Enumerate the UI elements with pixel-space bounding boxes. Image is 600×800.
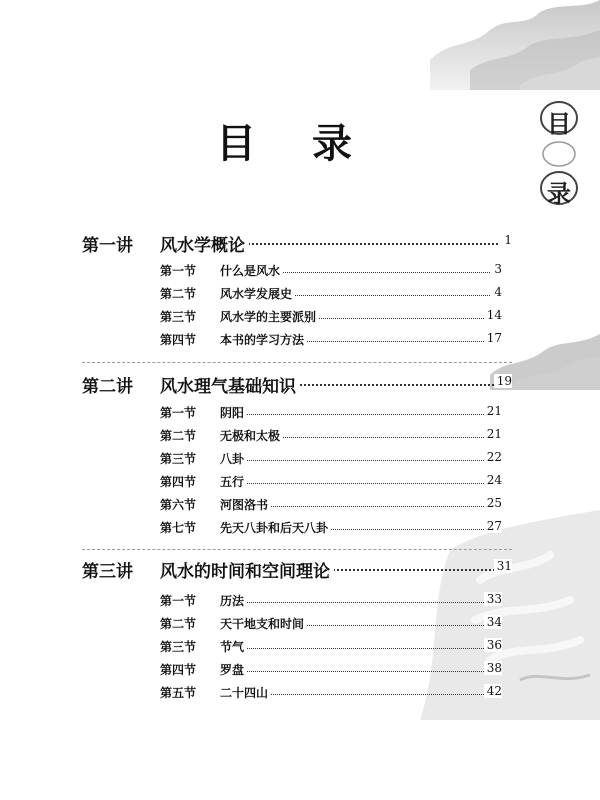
section-page: 36: [484, 638, 502, 652]
section-page: 34: [484, 615, 502, 629]
section-page: 3: [491, 262, 502, 276]
toc-section[interactable]: [160, 592, 502, 612]
section-page: 17: [484, 331, 502, 345]
section-page: 33: [484, 592, 502, 606]
section-page: 21: [484, 427, 502, 441]
page-title-char-2: 录: [312, 120, 352, 167]
section-number: 第一节: [160, 406, 197, 420]
chapter-number: 第二讲: [82, 377, 133, 397]
section-number: 第二节: [160, 429, 197, 443]
toc-section[interactable]: [160, 331, 502, 351]
page-title-char-1: 目: [216, 120, 256, 167]
chapter-title: 风水的时间和空间理论: [160, 557, 334, 582]
toc-section[interactable]: [160, 427, 502, 447]
section-title: 什么是风水: [220, 262, 283, 279]
side-tab-char-top: 目: [547, 109, 571, 138]
leader-dots: [220, 648, 492, 649]
leader-dots: [220, 671, 492, 672]
leader-dots: [232, 243, 498, 245]
toc-chapter-1[interactable]: [82, 231, 512, 259]
section-number: 第一节: [160, 594, 197, 608]
toc-section[interactable]: [160, 473, 502, 493]
section-page: 4: [491, 285, 502, 299]
section-number: 第二节: [160, 617, 197, 631]
leader-dots: [220, 483, 492, 484]
toc-section[interactable]: [160, 519, 502, 539]
chapter-number: 第一讲: [82, 236, 133, 256]
section-title: 先天八卦和后天八卦: [220, 519, 331, 536]
toc-section[interactable]: [160, 285, 502, 305]
section-title: 罗盘: [220, 661, 247, 678]
section-number: 第六节: [160, 498, 197, 512]
section-page: 14: [484, 308, 502, 322]
section-title: 无极和太极: [220, 427, 283, 444]
toc-section[interactable]: [160, 308, 502, 328]
section-number: 第四节: [160, 333, 197, 347]
section-number: 第三节: [160, 310, 197, 324]
toc-section[interactable]: [160, 262, 502, 282]
section-title: 阴阳: [220, 404, 247, 421]
chapter-number: 第三讲: [82, 562, 133, 582]
section-number: 第四节: [160, 663, 197, 677]
toc-section[interactable]: [160, 404, 502, 424]
section-title: 二十四山: [220, 684, 271, 701]
chapter-title: 风水理气基础知识: [160, 372, 300, 397]
section-title: 五行: [220, 473, 247, 490]
chapter-divider: [82, 362, 512, 363]
toc-section[interactable]: [160, 496, 502, 516]
toc-section[interactable]: [160, 615, 502, 635]
section-number: 第三节: [160, 452, 197, 466]
side-tab-char-bottom: 录: [547, 179, 571, 208]
chapter-divider: [82, 549, 512, 550]
section-title: 风水学的主要派别: [220, 308, 319, 325]
section-title: 天干地支和时间: [220, 615, 307, 632]
section-title: 河图洛书: [220, 496, 271, 513]
toc-section[interactable]: [160, 450, 502, 470]
section-title: 八卦: [220, 450, 247, 467]
section-number: 第四节: [160, 475, 197, 489]
chapter-page: 1: [501, 233, 512, 247]
toc-section[interactable]: [160, 661, 502, 681]
chapter-page: 31: [494, 559, 512, 573]
leader-dots: [220, 414, 492, 415]
section-side-tab: [538, 100, 582, 210]
leader-dots: [220, 460, 492, 461]
section-page: 24: [484, 473, 502, 487]
toc-chapter-3[interactable]: [82, 557, 512, 585]
section-title: 风水学发展史: [220, 285, 295, 302]
section-title: 本书的学习方法: [220, 331, 307, 348]
ink-landscape-top-image: [430, 0, 600, 90]
section-title: 节气: [220, 638, 247, 655]
section-number: 第二节: [160, 287, 197, 301]
section-page: 22: [484, 450, 502, 464]
chapter-title: 风水学概论: [160, 231, 249, 256]
section-page: 42: [484, 684, 502, 698]
section-page: 21: [484, 404, 502, 418]
section-page: 38: [484, 661, 502, 675]
section-number: 第七节: [160, 521, 197, 535]
leader-dots: [220, 602, 492, 603]
section-page: 25: [484, 496, 502, 510]
toc-section[interactable]: [160, 684, 502, 704]
section-page: 27: [484, 519, 502, 533]
section-title: 历法: [220, 592, 247, 609]
section-number: 第三节: [160, 640, 197, 654]
toc-section[interactable]: [160, 638, 502, 658]
section-number: 第一节: [160, 264, 197, 278]
chapter-page: 19: [494, 374, 512, 388]
section-number: 第五节: [160, 686, 197, 700]
toc-chapter-2[interactable]: [82, 372, 512, 400]
